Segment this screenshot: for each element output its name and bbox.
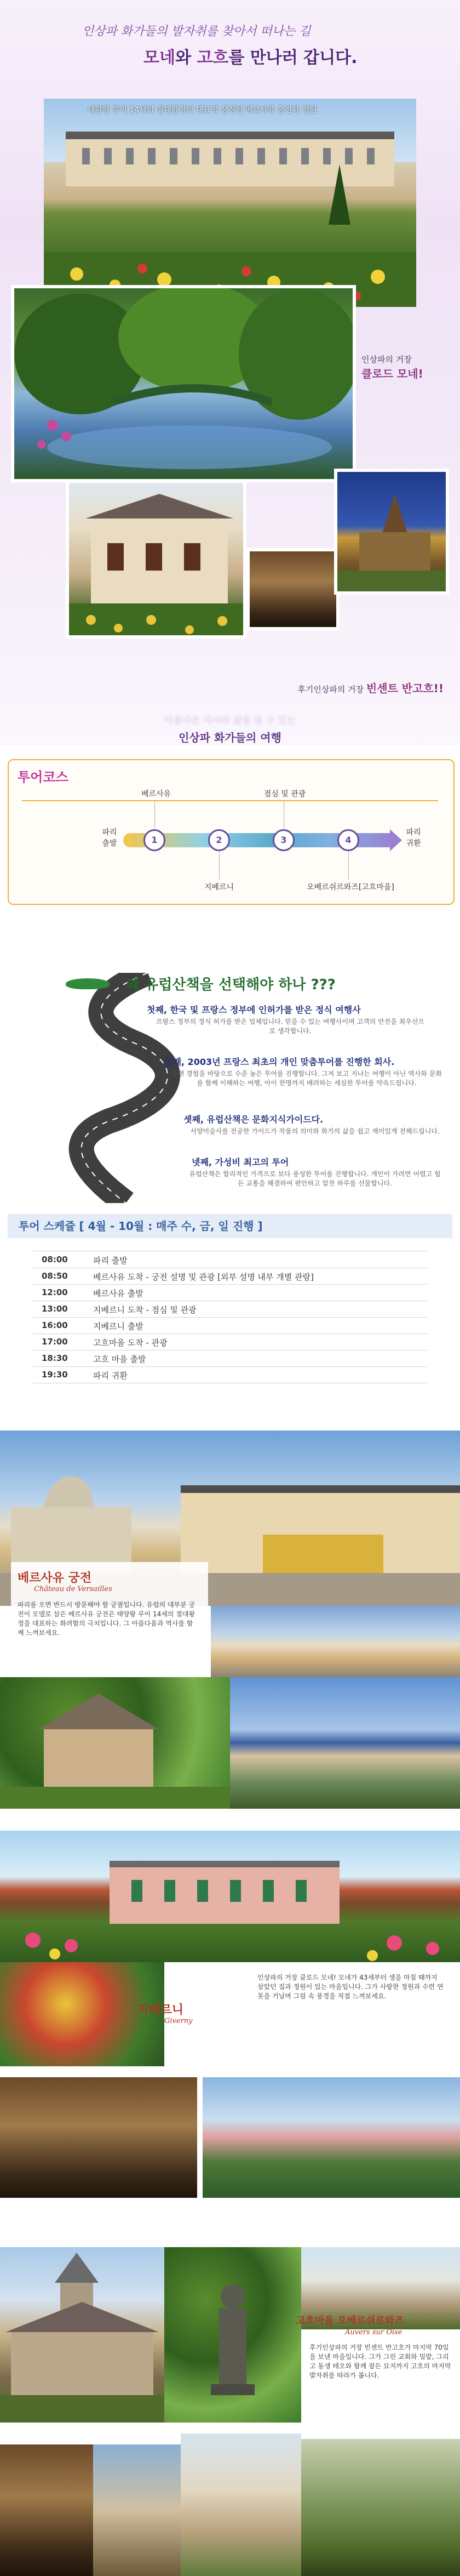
monet-caption-line2: 클로드 모네! bbox=[361, 367, 423, 380]
schedule-row bbox=[33, 1251, 427, 1268]
course-stop-3-label: 점심 및 관광 bbox=[263, 790, 306, 799]
header-subtitle: 인상파 화가들의 발자취를 찾아서 떠나는 길 bbox=[82, 25, 311, 38]
title-gogh: 고흐 bbox=[197, 48, 229, 67]
road-grass bbox=[66, 978, 110, 989]
course-stop-4: 4 bbox=[337, 829, 359, 851]
reason-1-head: 첫째, 한국 및 프랑스 정부에 인허가를 받은 정식 여행사 bbox=[147, 1005, 361, 1015]
monet-interior-photo bbox=[0, 2077, 197, 2198]
giverny-body: 인상파의 거장 클로드 모네! 모네가 43세부터 생을 마칠 때까지 살았던 집과 정원이 있는 마을입니다. 그가 사랑한 정원과 수련 연못을 거닐며 그림 속 풍경을 직접 느껴보세요. bbox=[257, 1974, 444, 2000]
giverny-title: 지베르니 bbox=[137, 2003, 184, 2017]
why-title: 왜 유럽산책을 선택해야 하나 ??? bbox=[126, 977, 336, 993]
schedule-time: 08:00 bbox=[42, 1255, 68, 1264]
monet-house-illustration bbox=[0, 1831, 460, 1962]
versailles-palace-photo bbox=[44, 99, 416, 307]
auvers-body: 후기인상파의 거장 빈센트 반고흐가 마지막 70일을 보낸 마을입니다. 그가 그린 교회와 밀밭, 그리고 동생 테오와 함께 잠든 묘지까지 고흐의 마지막 발자취를 따라가 봅니다. bbox=[309, 2344, 451, 2379]
gogh-grave-photo bbox=[301, 2439, 460, 2576]
schedule-text: 지베르니 도착 - 점심 및 관광 bbox=[93, 1305, 197, 1315]
course-stop-2-label: 지베르니 bbox=[204, 883, 234, 892]
course-end bbox=[403, 827, 424, 848]
garden-illustration bbox=[14, 288, 356, 482]
course-stop-3: 3 bbox=[273, 829, 295, 851]
schedule-title: 투어 스케쥴 [ 4월 - 10월 : 매주 수, 금, 일 진행 ] bbox=[8, 1214, 452, 1238]
reason-4-body: 유럽산책은 합리적인 가격으로 보다 풍성한 투어를 진행합니다. 개인이 가려면 어렵고 힘든 교통을 해결하여 편안하고 알찬 하루를 선물합니다. bbox=[189, 1170, 441, 1187]
auvers-church-painting bbox=[334, 469, 449, 595]
schedule-time: 16:00 bbox=[42, 1320, 68, 1330]
title-tail: 를 만나러 갑니다. bbox=[228, 48, 358, 67]
house-illustration bbox=[69, 483, 246, 639]
reason-2-body: 오랜 경험을 바탕으로 수준 높은 투어를 진행합니다. 그저 보고 지나는 여행이 아닌 역사와 문화를 함께 이해하는 여행, 아이 한명까지 배려하는 세심한 투어를 약속드립니다. bbox=[171, 1070, 442, 1087]
schedule-text: 베르사유 출발 bbox=[93, 1289, 143, 1298]
course-top-rule bbox=[22, 800, 438, 801]
schedule-row bbox=[33, 1350, 427, 1367]
auvers-church-photo bbox=[0, 2247, 164, 2423]
reason-2-head: 둘째, 2003년 프랑스 최초의 개인 맞춤투어를 진행한 회사. bbox=[164, 1057, 395, 1067]
header-title bbox=[143, 44, 450, 68]
reason-4-head: 넷째, 가성비 최고의 투어 bbox=[192, 1157, 289, 1167]
schedule-text: 고흐마을 도착 - 관광 bbox=[93, 1338, 168, 1348]
auvers-title: 고흐마을 오베르쉬르와즈 bbox=[296, 2315, 404, 2327]
course-start bbox=[99, 827, 120, 848]
schedule-row bbox=[33, 1317, 427, 1334]
gogh-caption-prefix: 후기인상파의 거장 bbox=[297, 685, 366, 694]
palace-illustration bbox=[44, 99, 416, 307]
schedule-time: 19:30 bbox=[42, 1370, 68, 1380]
gogh-room-interior-photo bbox=[0, 2444, 93, 2576]
course-stop-4-label: 오베르쉬르와즈[고흐마을] bbox=[307, 883, 394, 892]
title-mid: 와 bbox=[175, 48, 197, 67]
gogh-room-photo bbox=[246, 548, 340, 630]
reason-3-body: 서양미술사를 전공한 가이드가 작품의 의미와 화가의 삶을 쉽고 재미있게 전해드립니다. bbox=[190, 1127, 440, 1135]
gogh-house-photo bbox=[66, 480, 246, 639]
monet-caption bbox=[361, 354, 455, 381]
schedule-text: 파리 출발 bbox=[93, 1256, 128, 1266]
reason-3-head: 셋째, 유럽산책은 문화지식가이드다. bbox=[183, 1114, 324, 1125]
hameau-house-photo bbox=[0, 1677, 230, 1809]
monet-caption-line1: 인상파의 거장 bbox=[361, 355, 412, 364]
trianon-photo bbox=[230, 1677, 460, 1809]
versailles-body: 파리를 오면 반드시 방문해야 할 궁궐입니다. 유럽의 대부분 궁전이 모델로 삼은 베르사유 궁전은 태양왕 루이 14세의 절대왕정을 대표하는 화려함의 극치입니다. 그 아름다움과 역사를 함께 느껴보세요. bbox=[18, 1601, 196, 1637]
versailles-facade-photo bbox=[211, 1606, 460, 1677]
schedule-row bbox=[33, 1333, 427, 1350]
hameau-illustration bbox=[0, 1677, 230, 1809]
versailles-title-en: Château de Versailles bbox=[34, 1585, 112, 1593]
auvers-title-en: Auvers sur Oise bbox=[345, 2328, 403, 2336]
monet-house-photo bbox=[0, 1831, 460, 1962]
schedule-row bbox=[33, 1301, 427, 1318]
reason-1-body: 프랑스 정부의 정식 허가를 받은 업체입니다. 믿을 수 있는 여행사이며 고객의 안전을 최우선으로 생각합니다. bbox=[156, 1018, 425, 1035]
course-connector-2 bbox=[219, 851, 220, 880]
course-stop-1-label: 베르사유 bbox=[141, 790, 171, 799]
course-end-1: 파리 bbox=[406, 828, 421, 837]
schedule-time: 17:00 bbox=[42, 1337, 68, 1347]
statue-illustration bbox=[164, 2247, 301, 2423]
palace-caption: 태양왕 루이 14세의 절대왕정의 대표적 상징인 베르사유 궁전과 정원 bbox=[88, 106, 317, 115]
course-arrow-head bbox=[390, 829, 402, 851]
gogh-statue-photo bbox=[164, 2247, 301, 2423]
gogh-caption bbox=[257, 680, 444, 696]
church-illustration bbox=[337, 472, 449, 595]
schedule-time: 08:50 bbox=[42, 1271, 68, 1281]
course-title: 투어코스 bbox=[18, 770, 68, 785]
schedule-text: 고흐 마을 출발 bbox=[93, 1354, 146, 1364]
gogh-caption-strong: 빈센트 반고흐!! bbox=[366, 682, 444, 695]
banner-line-2: 인상파 화가들의 여행 bbox=[179, 731, 281, 744]
course-start-2: 출발 bbox=[102, 839, 117, 848]
course-connector-1 bbox=[154, 800, 155, 829]
course-stop-1: 1 bbox=[143, 829, 165, 851]
schedule-time: 18:30 bbox=[42, 1353, 68, 1363]
schedule-row bbox=[33, 1366, 427, 1383]
course-stop-2: 2 bbox=[208, 829, 230, 851]
versailles-title: 베르사유 궁전 bbox=[18, 1571, 92, 1585]
giverny-garden-photo bbox=[203, 2077, 460, 2198]
gogh-street-photo bbox=[93, 2444, 181, 2576]
schedule-text: 지베르니 출발 bbox=[93, 1321, 143, 1331]
course-start-1: 파리 bbox=[102, 828, 117, 837]
schedule-time: 12:00 bbox=[42, 1287, 68, 1297]
giverny-title-en: Giverny bbox=[164, 2017, 193, 2025]
schedule-text: 베르사유 도착 - 궁전 설명 및 관광 [외부 설명 내부 개별 관람] bbox=[93, 1272, 314, 1282]
auvers-chateau-photo bbox=[181, 2433, 301, 2576]
schedule-time: 13:00 bbox=[42, 1304, 68, 1314]
course-connector-4 bbox=[348, 851, 349, 880]
auvers-church-illustration bbox=[0, 2247, 164, 2423]
course-end-2: 귀환 bbox=[406, 839, 421, 848]
banner-line-1: 아름다운 역사와 삶을 볼 수 있는 bbox=[164, 715, 296, 726]
schedule-text: 파리 귀환 bbox=[93, 1371, 128, 1381]
schedule-row bbox=[33, 1268, 427, 1285]
schedule-row bbox=[33, 1284, 427, 1301]
monet-garden-photo bbox=[11, 285, 356, 482]
title-monet: 모네 bbox=[143, 48, 175, 67]
